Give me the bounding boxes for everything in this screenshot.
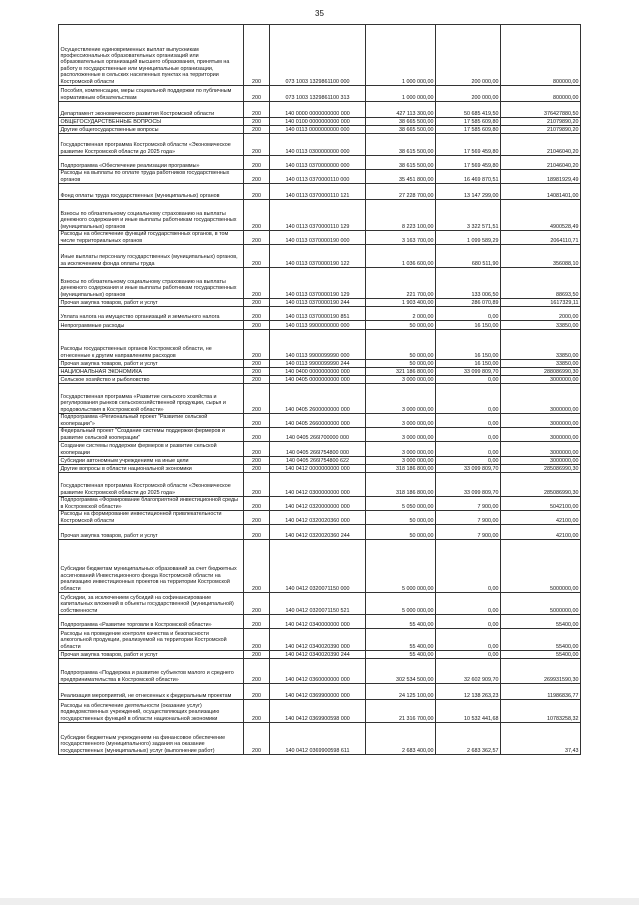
row-remaining: 356088,10 [501,245,581,268]
row-classification: 140 0113 9900099990 000 [270,330,366,360]
table-row [59,231,581,245]
row-name: Уплата налога на имущество организаций и земельного налога [59,307,244,321]
row-approved: 50 000,00 [366,360,436,368]
row-remaining: 42100,00 [501,525,581,540]
row-code: 200 [244,231,270,245]
row-code: 200 [244,511,270,525]
row-approved: 5 000 000,00 [366,540,436,593]
row-remaining: 5000000,00 [501,593,581,615]
row-classification: 140 0412 0320000000 000 [270,497,366,511]
row-executed: 0,00 [436,307,501,321]
row-executed: 0,00 [436,457,501,465]
row-executed: 17 585 609,80 [436,118,501,126]
row-approved: 24 125 100,00 [366,684,436,700]
row-approved: 302 534 500,00 [366,659,436,684]
row-executed: 0,00 [436,384,501,414]
row-classification: 140 0412 0369900000 000 [270,684,366,700]
row-remaining: 55400,00 [501,651,581,659]
row-code: 200 [244,414,270,428]
table-row [59,299,581,307]
row-classification: 140 0113 0370000190 851 [270,307,366,321]
row-classification: 140 0405 266I754800 622 [270,457,366,465]
row-name: Непрограммные расходы [59,321,244,330]
table-row [59,723,581,755]
row-approved: 3 163 700,00 [366,231,436,245]
row-name: Подпрограмма «Региональный проект "Развитие сельской кооперации"» [59,414,244,428]
table-row [59,629,581,651]
table-row [59,307,581,321]
row-classification: 140 0412 0369900598 000 [270,700,366,723]
row-approved: 5 000 000,00 [366,593,436,615]
row-code: 200 [244,25,270,86]
row-code: 200 [244,497,270,511]
table-row [59,376,581,384]
row-name: Фонд оплаты труда государственных (муниципальных) органов [59,184,244,200]
row-code: 200 [244,615,270,629]
row-name: Иные выплаты персоналу государственных (муниципальных) органов, за исключением фонда оплаты труда [59,245,244,268]
row-code: 200 [244,86,270,102]
row-code: 200 [244,457,270,465]
row-classification: 140 0113 0370000190 122 [270,245,366,268]
row-name: ОБЩЕГОСУДАРСТВЕННЫЕ ВОПРОСЫ [59,118,244,126]
row-code: 200 [244,268,270,299]
row-name: Взносы по обязательному социальному страхованию на выплаты денежного содержания и иные выплаты работникам государственных (муниципальных) органов [59,268,244,299]
row-approved: 3 000 000,00 [366,442,436,457]
row-executed: 0,00 [436,442,501,457]
row-name: Пособия, компенсации, меры социальной поддержки по публичным нормативным обязательствам [59,86,244,102]
row-approved: 3 000 000,00 [366,414,436,428]
table-row [59,615,581,629]
row-remaining: 55400,00 [501,629,581,651]
table-row [59,102,581,118]
row-classification: 140 0412 0320020360 244 [270,525,366,540]
row-classification: 140 0412 0320020360 000 [270,511,366,525]
table-row [59,473,581,497]
row-classification: 140 0113 9900000000 000 [270,321,366,330]
row-remaining: 21079890,20 [501,126,581,134]
row-code: 200 [244,126,270,134]
row-name: Подпрограмма «Формирование благоприятной инвестиционной среды в Костромской области» [59,497,244,511]
row-approved: 3 000 000,00 [366,384,436,414]
row-code: 200 [244,376,270,384]
row-classification: 140 0113 0370000110 000 [270,170,366,184]
row-name: Субсидии, за исключением субсидий на софинансирование капитальных вложений в объекты государственной (муниципальной) собственности [59,593,244,615]
row-remaining: 3000000,00 [501,442,581,457]
row-remaining: 42100,00 [501,511,581,525]
row-approved: 50 000,00 [366,321,436,330]
row-remaining: 269931590,30 [501,659,581,684]
row-approved: 38 665 500,00 [366,126,436,134]
row-code: 200 [244,102,270,118]
row-remaining: 33850,00 [501,321,581,330]
row-approved: 3 000 000,00 [366,428,436,442]
row-approved: 221 700,00 [366,268,436,299]
row-approved: 427 113 300,00 [366,102,436,118]
row-code: 200 [244,428,270,442]
row-code: 200 [244,200,270,231]
scan-edge [0,898,639,905]
row-code: 200 [244,156,270,170]
row-approved: 38 615 500,00 [366,156,436,170]
row-code: 200 [244,593,270,615]
row-remaining: 21046040,20 [501,134,581,156]
row-executed: 16 150,00 [436,330,501,360]
row-name: Реализация мероприятий, не отнесенных к федеральным проектам [59,684,244,700]
row-name: Взносы по обязательному социальному страхованию на выплаты денежного содержания и иные выплаты работникам государственных (муниципальных) органов [59,200,244,231]
row-name: Создание системы поддержки фермеров и развитие сельской кооперации [59,442,244,457]
row-code: 200 [244,540,270,593]
row-classification: 140 0405 2600000000 000 [270,384,366,414]
row-name: Прочая закупка товаров, работ и услуг [59,651,244,659]
row-remaining: 285086990,30 [501,465,581,473]
row-approved: 318 186 800,00 [366,465,436,473]
row-classification: 140 0405 0000000000 000 [270,376,366,384]
row-remaining: 21046040,20 [501,156,581,170]
row-executed: 200 000,00 [436,25,501,86]
row-code: 200 [244,184,270,200]
row-name: Расходы на обеспечение деятельности (оказание услуг) подведомственных учреждений, осуществляющих реализацию государственных функций в области национальной экономики [59,700,244,723]
table-row [59,184,581,200]
row-executed: 2 683 362,57 [436,723,501,755]
row-executed: 0,00 [436,428,501,442]
row-code: 200 [244,651,270,659]
row-approved: 38 615 500,00 [366,134,436,156]
table-body [59,25,581,755]
row-executed: 16 150,00 [436,360,501,368]
row-remaining: 33850,00 [501,360,581,368]
row-executed: 680 511,90 [436,245,501,268]
row-approved: 55 400,00 [366,651,436,659]
table-row [59,659,581,684]
row-remaining: 37,43 [501,723,581,755]
table-row [59,86,581,102]
row-code: 200 [244,473,270,497]
row-name: Осуществление единовременных выплат выпускникам профессиональных образовательных организаций или образовательных организаций высшего образования, принятым на работу в государственные или муниципальные организации, расположенные в сельских населенных пунктах на территории Костромской области [59,25,244,86]
row-remaining: 5042100,00 [501,497,581,511]
row-name: Федеральный проект "Создание системы поддержки фермеров и развитие сельской кооперации" [59,428,244,442]
row-approved: 38 665 500,00 [366,118,436,126]
row-classification: 140 0412 0000000000 000 [270,465,366,473]
table-row [59,368,581,376]
row-executed: 0,00 [436,414,501,428]
row-classification: 140 0113 0300000000 000 [270,134,366,156]
row-remaining: 3000000,00 [501,457,581,465]
row-approved: 1 000 000,00 [366,25,436,86]
row-classification: 140 0113 0370000190 000 [270,231,366,245]
table-row [59,457,581,465]
row-remaining: 3000000,00 [501,414,581,428]
table-row [59,360,581,368]
row-name: Другие общегосударственные вопросы [59,126,244,134]
row-classification: 140 0113 0370000000 000 [270,156,366,170]
row-approved: 1 903 400,00 [366,299,436,307]
row-executed: 10 532 441,68 [436,700,501,723]
row-executed: 200 000,00 [436,86,501,102]
row-classification: 140 0100 0000000000 000 [270,118,366,126]
row-classification: 140 0412 0360000000 000 [270,659,366,684]
row-code: 200 [244,442,270,457]
row-executed: 3 322 571,51 [436,200,501,231]
row-name: Департамент экономического развития Костромской области [59,102,244,118]
row-remaining: 288086990,30 [501,368,581,376]
row-classification: 140 0412 0340020390 000 [270,629,366,651]
table-row [59,497,581,511]
row-executed: 33 099 809,70 [436,473,501,497]
row-name: Подпрограмма «Обеспечение реализации программы» [59,156,244,170]
row-approved: 2 000,00 [366,307,436,321]
row-code: 200 [244,321,270,330]
row-executed: 13 147 299,00 [436,184,501,200]
row-approved: 321 186 800,00 [366,368,436,376]
row-remaining: 10783258,32 [501,700,581,723]
row-remaining: 11986836,77 [501,684,581,700]
table-row [59,700,581,723]
row-approved: 21 316 700,00 [366,700,436,723]
table-row [59,525,581,540]
row-remaining: 3000000,00 [501,376,581,384]
row-name: Государственная программа Костромской области «Экономическое развитие Костромской области до 2025 года» [59,134,244,156]
row-classification: 140 0113 9900099990 244 [270,360,366,368]
table-row [59,651,581,659]
row-name: Субсидии бюджетам муниципальных образований за счет бюджетных ассигнований Инвестиционного фонда Костромской области на реализацию инвестиционных проектов на территории Костромской области [59,540,244,593]
row-executed: 16 150,00 [436,321,501,330]
row-executed: 17 569 459,80 [436,156,501,170]
table-row [59,540,581,593]
row-code: 200 [244,629,270,651]
row-remaining: 4900528,49 [501,200,581,231]
row-name: Подпрограмма «Развитие торговли в Костромской области» [59,615,244,629]
table-row [59,511,581,525]
table-row [59,170,581,184]
row-remaining: 33850,00 [501,330,581,360]
row-approved: 3 000 000,00 [366,457,436,465]
row-code: 200 [244,330,270,360]
row-code: 200 [244,700,270,723]
row-executed: 32 602 909,70 [436,659,501,684]
row-name: Расходы на выплаты по оплате труда работников государственных органов [59,170,244,184]
row-approved: 3 000 000,00 [366,376,436,384]
row-code: 200 [244,134,270,156]
row-executed: 7 900,00 [436,497,501,511]
row-code: 200 [244,384,270,414]
row-classification: 140 0405 2660000000 000 [270,414,366,428]
row-classification: 140 0113 0370000110 129 [270,200,366,231]
row-code: 200 [244,360,270,368]
row-classification: 140 0405 266I754800 000 [270,442,366,457]
row-remaining: 3000000,00 [501,428,581,442]
row-approved: 8 223 100,00 [366,200,436,231]
row-executed: 7 900,00 [436,511,501,525]
row-executed: 7 900,00 [436,525,501,540]
row-approved: 50 000,00 [366,525,436,540]
row-code: 200 [244,245,270,268]
row-name: Подпрограмма «Поддержка и развитие субъектов малого и среднего предпринимательства в Костромской области» [59,659,244,684]
row-name: Прочая закупка товаров, работ и услуг [59,525,244,540]
row-remaining: 21079890,20 [501,118,581,126]
row-remaining: 285086990,30 [501,473,581,497]
row-approved: 1 036 600,00 [366,245,436,268]
row-remaining: 5000000,00 [501,540,581,593]
row-remaining: 800000,00 [501,25,581,86]
row-executed: 0,00 [436,376,501,384]
table-row [59,321,581,330]
row-classification: 073 1003 1329861100 313 [270,86,366,102]
row-approved: 5 050 000,00 [366,497,436,511]
row-name: Государственная программа Костромской области «Экономическое развитие Костромской области до 2025 года» [59,473,244,497]
row-name: Расходы на обеспечение функций государственных органов, в том числе территориальных органов [59,231,244,245]
row-remaining: 14081401,00 [501,184,581,200]
row-classification: 140 0412 0340000000 000 [270,615,366,629]
row-remaining: 2000,00 [501,307,581,321]
budget-table [58,24,581,755]
row-name: Субсидии бюджетным учреждениям на финансовое обеспечение государственного (муниципального) задания на оказание государственных (муниципальных) услуг (выполнение работ) [59,723,244,755]
row-classification: 140 0113 0370000190 129 [270,268,366,299]
row-name: Государственная программа «Развитие сельского хозяйства и регулирования рынков сельскохозяйственной продукции, сырья и продовольствия в Костромской области» [59,384,244,414]
row-name: Сельское хозяйство и рыболовство [59,376,244,384]
row-approved: 1 000 000,00 [366,86,436,102]
table-row [59,200,581,231]
row-remaining: 18981929,49 [501,170,581,184]
row-code: 200 [244,299,270,307]
row-code: 200 [244,723,270,755]
row-executed: 33 099 809,70 [436,368,501,376]
row-classification: 140 0113 0370000110 121 [270,184,366,200]
row-classification: 140 0113 0000000000 000 [270,126,366,134]
row-classification: 140 0412 0300000000 000 [270,473,366,497]
row-remaining: 88693,50 [501,268,581,299]
row-approved: 50 000,00 [366,511,436,525]
row-classification: 140 0113 0370000190 244 [270,299,366,307]
table-row [59,384,581,414]
table-row [59,268,581,299]
table-row [59,126,581,134]
row-classification: 140 0000 0000000000 000 [270,102,366,118]
row-executed: 0,00 [436,651,501,659]
row-classification: 140 0412 0340020390 244 [270,651,366,659]
row-name: НАЦИОНАЛЬНАЯ ЭКОНОМИКА [59,368,244,376]
row-remaining: 3000000,00 [501,384,581,414]
row-executed: 16 469 870,51 [436,170,501,184]
row-remaining: 1617329,11 [501,299,581,307]
table-row [59,414,581,428]
row-executed: 17 569 459,80 [436,134,501,156]
row-approved: 318 186 800,00 [366,473,436,497]
row-approved: 35 451 800,00 [366,170,436,184]
row-remaining: 800000,00 [501,86,581,102]
row-executed: 17 585 609,80 [436,126,501,134]
row-approved: 27 228 700,00 [366,184,436,200]
row-remaining: 376427880,50 [501,102,581,118]
row-name: Прочая закупка товаров, работ и услуг [59,360,244,368]
row-classification: 140 0405 266I700000 000 [270,428,366,442]
table-row [59,245,581,268]
row-code: 200 [244,659,270,684]
table-row [59,465,581,473]
table-row [59,118,581,126]
row-executed: 0,00 [436,629,501,651]
row-code: 200 [244,465,270,473]
row-approved: 50 000,00 [366,330,436,360]
row-classification: 073 1003 1329861100 000 [270,25,366,86]
row-code: 200 [244,170,270,184]
row-code: 200 [244,307,270,321]
row-name: Субсидии автономным учреждениям на иные цели [59,457,244,465]
row-executed: 1 099 589,29 [436,231,501,245]
row-classification: 140 0412 0320071150 521 [270,593,366,615]
row-approved: 55 400,00 [366,629,436,651]
row-code: 200 [244,525,270,540]
row-code: 200 [244,684,270,700]
row-remaining: 2064110,71 [501,231,581,245]
row-name: Другие вопросы в области национальной экономики [59,465,244,473]
row-remaining: 55400,00 [501,615,581,629]
table-row [59,593,581,615]
row-code: 200 [244,118,270,126]
row-approved: 55 400,00 [366,615,436,629]
row-executed: 33 099 809,70 [436,465,501,473]
row-name: Расходы государственных органов Костромской области, не отнесенные к другим направлениям расходов [59,330,244,360]
row-approved: 2 683 400,00 [366,723,436,755]
table-row [59,330,581,360]
row-executed: 0,00 [436,593,501,615]
table-row [59,25,581,86]
row-executed: 0,00 [436,615,501,629]
table-row [59,684,581,700]
row-name: Расходы на проведение контроля качества и безопасности алкогольной продукции, реализуемой на территории Костромской области [59,629,244,651]
row-classification: 140 0400 0000000000 000 [270,368,366,376]
row-name: Прочая закупка товаров, работ и услуг [59,299,244,307]
row-executed: 133 006,50 [436,268,501,299]
table-row [59,442,581,457]
row-classification: 140 0412 0369900598 611 [270,723,366,755]
row-executed: 286 070,89 [436,299,501,307]
row-classification: 140 0412 0320071150 000 [270,540,366,593]
row-code: 200 [244,368,270,376]
page-number: 35 [315,9,324,18]
row-name: Расходы на формирование инвестиционной привлекательности Костромской области [59,511,244,525]
table-row [59,134,581,156]
row-executed: 50 685 419,50 [436,102,501,118]
table-row [59,156,581,170]
table-row [59,428,581,442]
row-executed: 12 138 263,23 [436,684,501,700]
row-executed: 0,00 [436,540,501,593]
